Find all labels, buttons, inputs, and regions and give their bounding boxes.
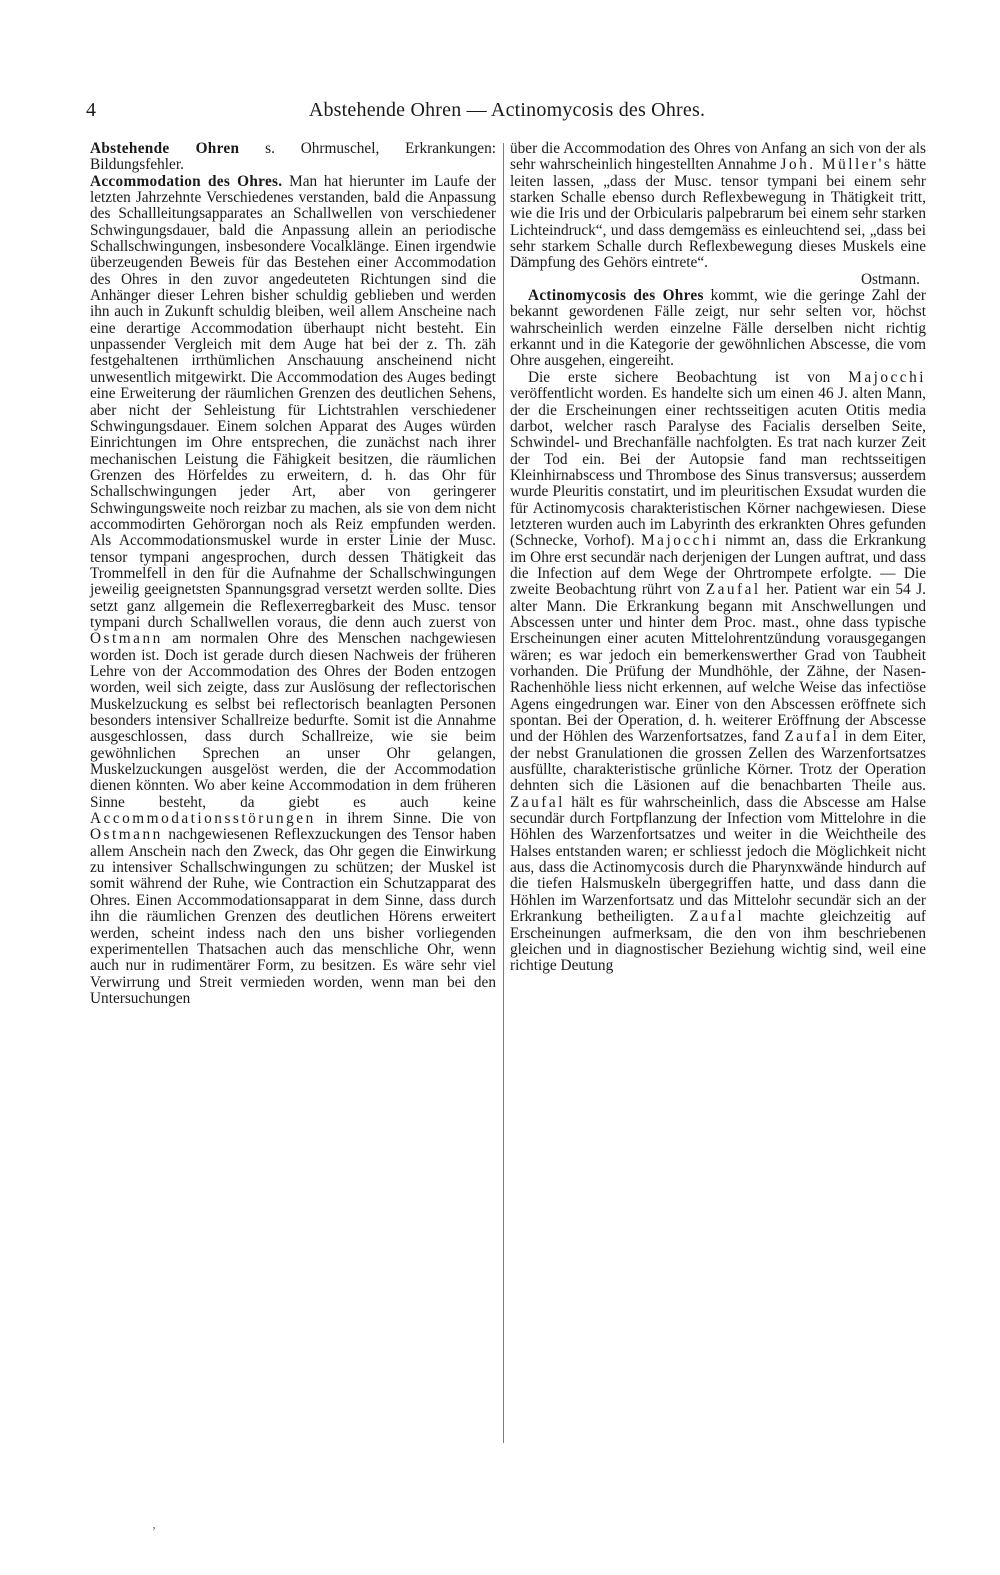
entry-text: veröffentlicht worden. Es handelte sich um einen 46 J. alten Mann, der die Erscheinungen einer rechtsseitigen acuten Otitis media darbot, welcher rasch Paralyse des Facialis derselben Seite, Schwindel- und Brechanfälle nachfolgten. Es trat nach kurzer Zeit der Tod ein. Bei der Autopsie fand man rechtsseitigen Kleinhirnabscess und Thrombose des Sinus transversus; ausserdem wurde Pleuritis constatirt, und im pleuritischen Exsudat wurden die für Actinomycosis charakteristischen Körner nachgewiesen. Diese letzteren wurden auch im Labyrinth des erkrankten Ohres gefunden (Schnecke, Vorhof). [510,385,926,550]
page-number: 4 [86,99,96,121]
paragraph-observations [510,370,926,975]
page-header [86,97,928,123]
column-divider [503,143,504,1443]
right-column [510,141,926,975]
author-name: Zaufal [689,908,745,926]
entry-term: Accommodation des Ohres. [90,172,283,190]
left-column [90,141,496,1007]
author-name: Zaufal [705,581,761,599]
entry-accommodation-continued [510,141,926,272]
entry-text: nimmt an, dass die Erkrankung im Ohre erst secundär nach derjenigen der Lungen auftrat, und dass die Infection auf dem Wege der Ohrtrompete erfolgte. — Die zweite Beobachtung rührt von [510,532,926,599]
entry-term: Actinomycosis des Ohres [528,287,704,305]
entry-text: am normalen Ohre des Menschen nachgewiesen worden ist. Doch ist gerade durch diesen Nachweis der früheren Lehre von der Accommodation des Ohres der Boden entzogen worden, weil sich zeigte, dass zur Auslösung der reflectorischen Muskelzuckung es selbst bei reflectorisch beanlagten Personen besonders intensiver Schallreize bedurfte. Somit ist die Annahme ausgeschlossen, dass durch Schallreize, wie sie beim gewöhnlichen Sprechen an unser Ohr gelangen, Muskelzuckungen ausgelöst werden, die der Accommodation dienen könnten. Wo aber keine Accommodation in dem früheren Sinne besteht, da giebt es auch keine [90,630,496,811]
author-name: Joh. Müller's [780,156,893,174]
entry-text: in dem Eiter, der nebst Granulationen die grossen Zellen des Warzenfortsatzes ausfüllte, charakteristische grünliche Körner. Trotz der Operation dehnten sich die Läsionen auf die benachbarten Theile aus. [510,728,926,795]
entry-actinomycosis [510,288,926,370]
entry-text: her. Patient war ein 54 J. alter Mann. Die Erkrankung begann mit Anschwellungen und Abscessen unter und hinter dem Proc. mast., ohne dass typische Erscheinungen einer acuten Mittelohrentzündung vorausgegangen wären; es war jedoch ein bemerkenswerther Grad von Taubheit vorhanden. Die Prüfung der Mundhöhle, der Zähne, der Nasen-Rachenhöhle liess nicht erkennen, auf welche Weise das infectiöse Agens eingedrungen war. Einer von den Abscessen eröffnete sich spontan. Bei der Operation, d. h. weiterer Eröffnung der Abscesse und der Höhlen des Warzenfortsatzes, fand [510,581,927,746]
author-name: Zaufal [510,793,565,811]
running-head: Abstehende Ohren — Actinomycosis des Ohres. [308,99,706,121]
entry-term: Abstehende Ohren [90,140,240,157]
printer-mark: ‚ [152,1517,156,1531]
author-name: Majocchi [641,532,719,550]
entry-text: machte gleichzeitig auf Erscheinungen aufmerksam, die den von ihm beschriebenen gleichen und in diagnostischer Beziehung wichtig sind, weil eine richtige Deutung [510,908,926,975]
entry-abstehende-ohren [90,141,496,174]
author-signature: Ostmann. [860,270,920,288]
entry-text: Die erste sichere Beobachtung ist von [528,368,849,386]
entry-text: Man hat hierunter im Laufe der letzten Jahrzehnte Verschiedenes verstanden, bald die Anpassung des Schallleitungsapparates an Schallwellen von verschiedener Schwingungsdauer, bald die Anpassung allein an periodische Schallschwingungen, insbesondere Vocalklänge. Einen irgendwie überzeugenden Beweis für das Bestehen einer Accommodation des Ohres in den zuvor angedeuteten Richtungen sind die Anhänger dieser Lehren bisher schuldig geblieben und werden ihn auch in Zukunft schuldig bleiben, weil allem Anscheine nach eine derartige Accommodation überhaupt nicht besteht. Ein unpassender Vergleich mit dem Auge hat bei der z. Th. zäh festgehaltenen irrthümlichen Anschauung anscheinend nicht unwesentlich mitgewirkt. Die Accommodation des Auges bedingt eine Erweiterung der räumlichen Grenzen des deutlichen Sehens, aber nicht der Sehleistung für Lichtstrahlen verschiedener Schwingungsdauer. Einem solchen Apparat des Auges würden Einrichtungen im Ohre entsprechen, die zunächst nach ihrer mechanischen Leistung die Fähigkeit besitzen, die räumlichen Grenzen des Hörfeldes zu erweitern, d. h. das Ohr für Schallschwingungen jeder Art, aber von geringerer Schwingungsweite noch reizbar zu machen, als sie von dem nicht accommodirten Gehörorgan noch als Reiz empfunden werden. Als Accommodationsmuskel wurde in erster Linie der Musc. tensor tympani angesprochen, durch dessen Thätigkeit das Trommelfell in den für die Aufnahme der Schallschwingungen jeweilig geeignetsten Spannungsgrad versetzt werden sollte. Dies setzt ganz allgemein die Reflexerregbarkeit des Musc. tensor tympani durch Schallwellen voraus, die denn auch zuerst von [90,172,496,631]
entry-text: über die Accommodation des Ohres von Anfang an sich von der als sehr wahrscheinlich hingestellten Annahme [510,140,926,174]
spaced-term: Accommodationsstörungen [90,810,316,828]
entry-text: nachgewiesenen Reflexzuckungen des Tensor haben allem Anschein nach den Zweck, das Ohr gegen die Einwirkung zu intensiver Schallschwingungen zu schützen; der Muskel ist somit während der Ruhe, wie Contraction ein Schutzapparat des Ohres. Einen Accommodationsapparat in dem Sinne, dass durch ihn die räumlichen Grenzen des deutlichen Hörens erweitert werden, scheint indess nach den uns bisher vorliegenden experimentellen Thatsachen auch das menschliche Ohr, wenn auch nur in rudimentärer Form, zu besitzen. Es wäre sehr viel Verwirrung und Streit vermieden worden, wenn man bei den Untersuchungen [90,826,496,1007]
entry-text: hält es für wahrscheinlich, dass die Abscesse am Halse secundär durch Fortpflanzung der Infection vom Mittelohre in die Höhlen des Warzenfortsatzes und weiter in die Weichtheile des Halses entstanden waren; er schliesst jedoch die Möglichkeit nicht aus, dass die Actinomycosis durch die Pharynxwände hindurch auf die tiefen Halsmuskeln übergegriffen hatte, und dass dann die Höhlen im Warzenfortsatz und das Mittelohr secundär sich an der Erkrankung betheiligten. [510,793,926,926]
entry-text: s. Ohrmuschel, Erkrankungen: Bildungsfehler. [90,140,496,174]
entry-text: in ihrem Sinne. Die von [315,810,496,828]
author-name: Zaufal [784,728,840,746]
author-name: Ostmann [90,826,163,844]
entry-text: hätte leiten lassen, „dass der Musc. tensor tympani bei einem sehr starken Schalle ebenso durch Reflexbewegung in Thätigkeit tritt, wie die Iris und der Orbicularis palpebrarum bei einem sehr starken Lichteindruck“, und dass demgemäss es einleuchtend sei, „dass bei sehr starkem Schalle durch Reflexbewegung dieses Muskels eine Dämpfung des Gehörs eintrete“. [510,156,926,272]
author-name: Ostmann [90,630,163,648]
entry-text: kommt, wie die geringe Zahl der bekannt gewordenen Fälle zeigt, nur sehr selten vor, höchst wahrscheinlich werden einzelne Fälle derselben nicht richtig erkannt und in die Kategorie der gewöhnlichen Abscesse, die vom Ohre ausgehen, eingereiht. [510,287,927,370]
entry-accommodation [90,174,496,1008]
author-name: Majocchi [848,368,926,386]
